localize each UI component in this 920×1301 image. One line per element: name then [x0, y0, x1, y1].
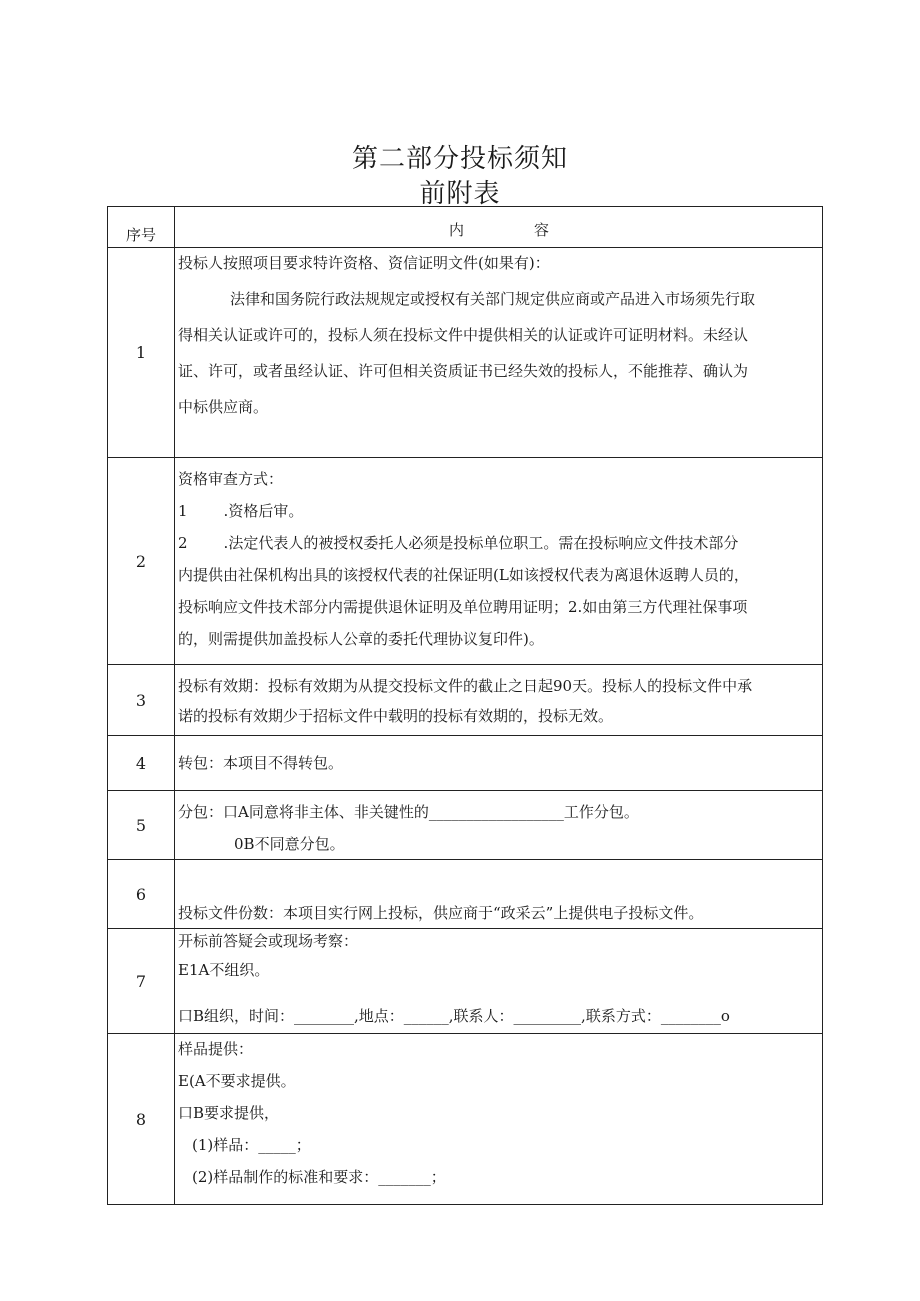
row-line: 样品提供： — [178, 1040, 254, 1058]
row-number: 5 — [108, 791, 175, 860]
header-content-char-1: 内 — [448, 221, 464, 239]
row-line: 投标有效期：投标有效期为从提交投标文件的截止之日起90天。投标人的投标文件中承 — [178, 677, 753, 695]
row-line: 口B组织，时间：________,地点：______,联系人：_________,联系方式：________o — [178, 1007, 730, 1025]
row-number: 6 — [108, 860, 175, 929]
row-number: 8 — [108, 1034, 175, 1205]
row-number: 4 — [108, 736, 175, 791]
row-line: 证、许可，或者虽经认证、许可但相关资质证书已经失效的投标人，不能推荐、确认为 — [178, 362, 749, 380]
row-number: 1 — [108, 248, 175, 458]
table-row — [108, 929, 823, 1034]
row-content — [175, 860, 823, 929]
list-number: 2 — [178, 534, 188, 552]
header-content — [175, 207, 823, 248]
row-line: 0B不同意分包。 — [234, 835, 345, 853]
header-seq: 序号 — [108, 207, 175, 248]
table-row — [108, 458, 823, 665]
row-number: 7 — [108, 929, 175, 1034]
row-content — [175, 248, 823, 458]
row-content — [175, 665, 823, 736]
row-line: 分包：口A同意将非主体、非关键性的__________________工作分包。 — [178, 803, 639, 821]
row-number: 2 — [108, 458, 175, 665]
row-line: 内提供由社保机构出具的该授权代表的社保证明(L如该授权代表为离退休返聘人员的， — [178, 566, 749, 584]
table-row — [108, 791, 823, 860]
table-row — [108, 248, 823, 458]
page-subtitle: 前附表 — [419, 179, 501, 209]
row-line: E(A不要求提供。 — [178, 1072, 296, 1090]
table-row — [108, 736, 823, 791]
header-content-char-2: 容 — [534, 221, 550, 239]
row-line: 口B要求提供， — [178, 1104, 280, 1122]
table-header-row — [108, 207, 823, 248]
row-number: 3 — [108, 665, 175, 736]
row-content — [175, 736, 823, 791]
row-content — [175, 1034, 823, 1205]
table-row — [108, 1034, 823, 1205]
table-row — [108, 665, 823, 736]
row-line: 转包：本项目不得转包。 — [178, 754, 344, 772]
row-line: (2)样品制作的标准和要求：_______； — [192, 1168, 446, 1186]
row-line — [178, 494, 820, 526]
list-text: .资格后审。 — [223, 502, 304, 520]
list-number: 1 — [178, 502, 188, 520]
row-line: 诺的投标有效期少于招标文件中载明的投标有效期的，投标无效。 — [178, 707, 614, 725]
row-content — [175, 791, 823, 860]
row-line — [178, 526, 820, 558]
row-line: 得相关认证或许可的，投标人须在投标文件中提供相关的认证或许可证明材料。未经认 — [178, 326, 749, 344]
row-content — [175, 929, 823, 1034]
row-line: (1)样品：_____； — [192, 1136, 311, 1154]
row-line: 资格审查方式： — [178, 470, 284, 488]
row-line: 投标人按照项目要求特许资格、资信证明文件(如果有)： — [178, 254, 550, 272]
table-row — [108, 860, 823, 929]
row-line: 投标文件份数：本项目实行网上投标，供应商于“政采云”上提供电子投标文件。 — [178, 904, 704, 922]
row-line: 开标前答疑会或现场考察： — [178, 932, 359, 950]
row-line: E1A不组织。 — [178, 961, 270, 979]
row-content — [175, 458, 823, 665]
requirements-table — [107, 206, 823, 1205]
row-line: 的，则需提供加盖投标人公章的委托代理协议复印件)。 — [178, 630, 544, 648]
row-line: 投标响应文件技术部分内需提供退休证明及单位聘用证明；2.如由第三方代理社保事项 — [178, 598, 748, 616]
list-text: .法定代表人的被授权委托人必须是投标单位职工。需在投标响应文件技术部分 — [223, 534, 739, 552]
row-line: 法律和国务院行政法规规定或授权有关部门规定供应商或产品进入市场须先行取 — [230, 290, 756, 308]
page-title: 第二部分投标须知 — [351, 144, 568, 174]
row-line: 中标供应商。 — [178, 398, 269, 416]
